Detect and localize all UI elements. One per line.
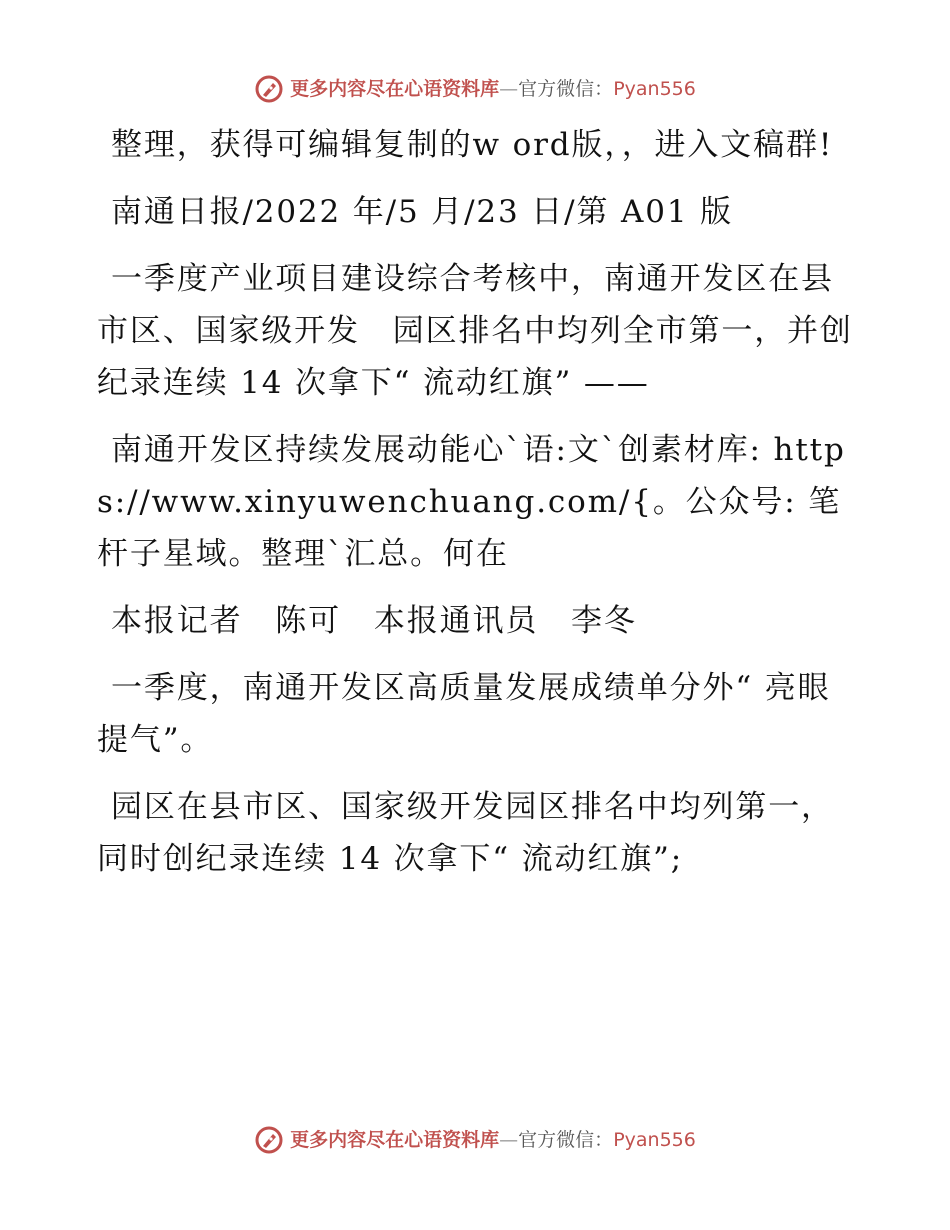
paragraph-source: 南通日报/2022 年/5 月/23 日/第 A01 版 <box>111 194 734 230</box>
header-watermark <box>0 74 950 104</box>
document-body <box>97 119 857 900</box>
watermark-official-label: 官方微信： <box>518 78 614 100</box>
watermark-wechat-id: Pyan556 <box>613 78 696 100</box>
watermark-text: 更多内容尽在心语资料库 <box>290 78 500 100</box>
watermark-text: 更多内容尽在心语资料库 <box>290 1129 500 1151</box>
paragraph-intro: 整理，获得可编辑复制的w ord版，，进入文稿群! <box>111 127 834 163</box>
watermark-official-label: 官方微信： <box>518 1129 614 1151</box>
paragraph-byline: 本报记者 陈可 本报通讯员 李冬 <box>111 603 637 639</box>
pen-nib-circle-icon <box>254 1125 284 1155</box>
pen-nib-circle-icon <box>254 74 284 104</box>
paragraph-body-1: 一季度，南通开发区高质量发展成绩单分外“ 亮眼提气”。 <box>97 670 831 758</box>
watermark-dash: — <box>499 78 519 100</box>
paragraph-headline: 一季度产业项目建设综合考核中，南通开发区在县市区、国家级开发 园区排名中均列全市第一，并创纪录连续 14 次拿下“ 流动红旗” —— <box>97 261 853 401</box>
watermark-dash: — <box>499 1129 519 1151</box>
watermark-wechat-id: Pyan556 <box>613 1129 696 1151</box>
paragraph-subtitle: 南通开发区持续发展动能心`语:文`创素材库: https://www.xinyuwenchuang.com/{。公众号: 笔杆子星域。整理`汇总。何在 <box>97 432 846 572</box>
footer-watermark <box>0 1125 950 1155</box>
paragraph-body-2: 园区在县市区、国家级开发园区排名中均列第一，同时创纪录连续 14 次拿下“ 流动红旗”; <box>97 789 834 877</box>
